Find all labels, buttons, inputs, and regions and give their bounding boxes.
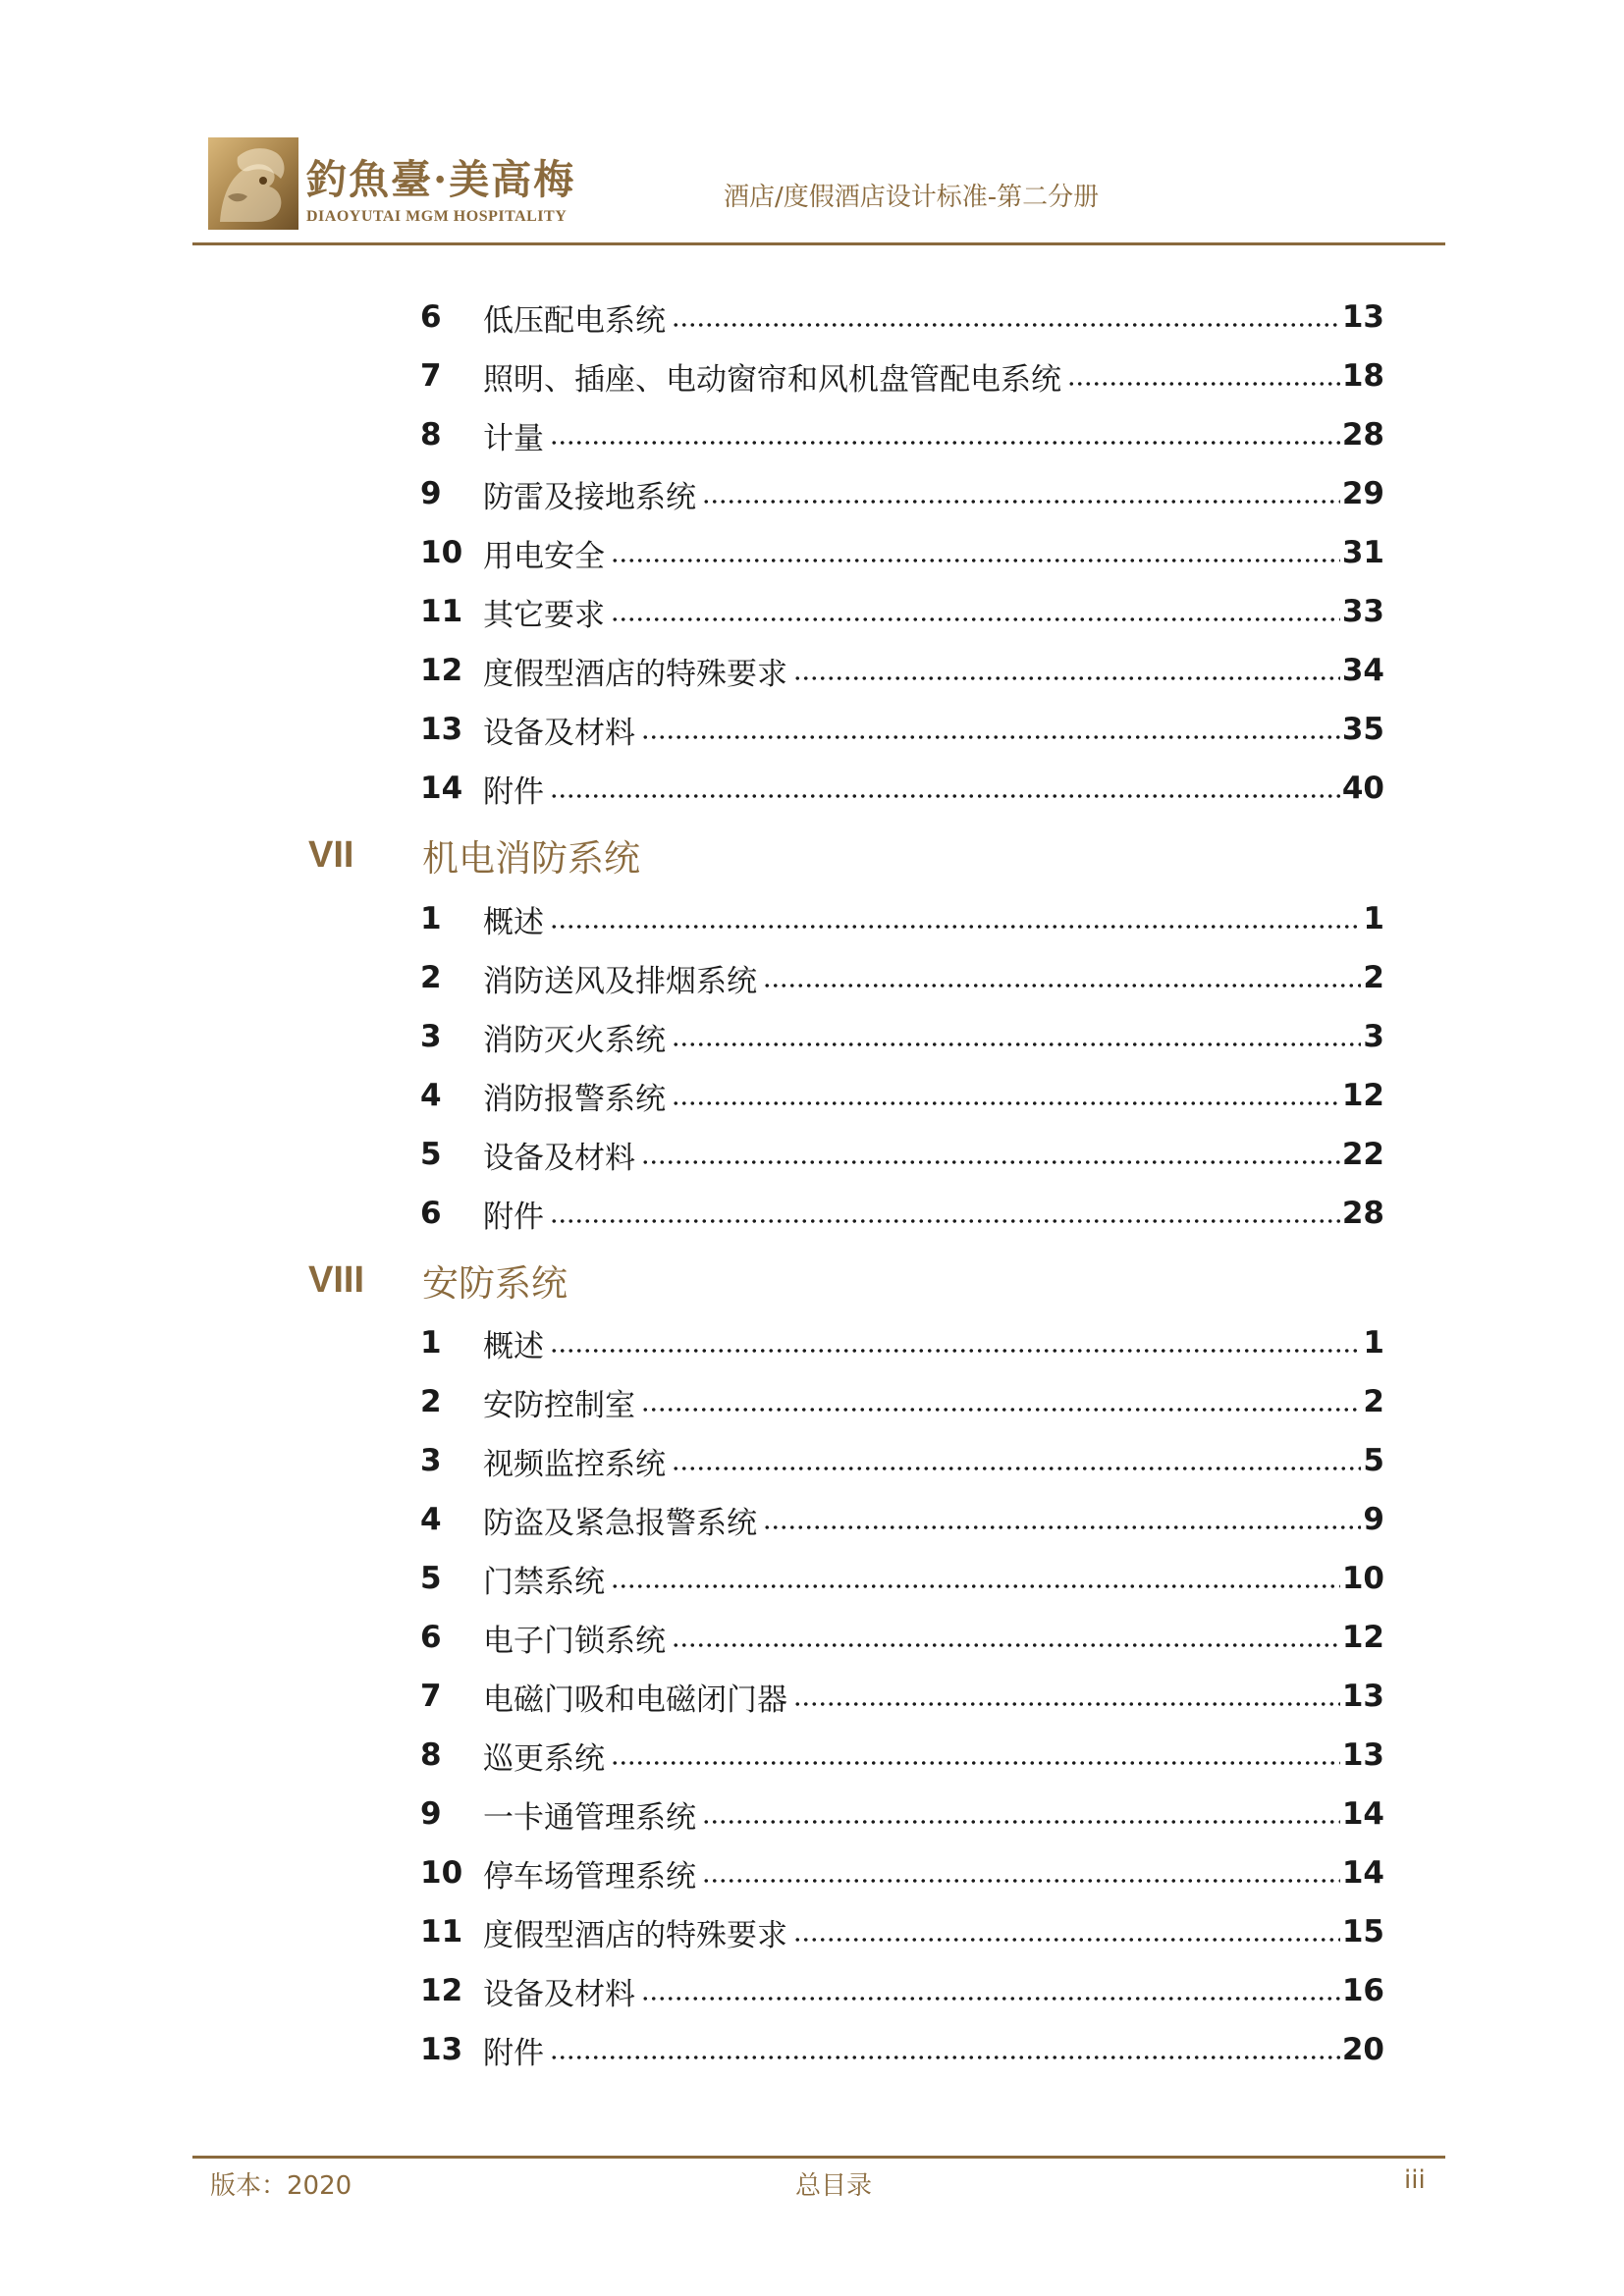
toc-entry[interactable] xyxy=(420,2026,1384,2073)
toc-entry-page: 10 xyxy=(1341,1561,1384,1596)
dot-leader xyxy=(763,1525,1361,1529)
footer-section-name: 总目录 xyxy=(795,2171,873,2201)
dot-leader xyxy=(641,735,1340,739)
toc-entry-label: 计量 xyxy=(483,420,544,456)
toc-entry-page: 16 xyxy=(1341,1973,1384,2008)
toc-entry[interactable] xyxy=(420,1131,1384,1178)
toc-entry-label: 消防送风及排烟系统 xyxy=(483,963,757,999)
toc-entry-page: 20 xyxy=(1341,2032,1384,2067)
toc-entry-label: 附件 xyxy=(483,774,544,810)
dot-leader xyxy=(611,1761,1340,1765)
section-number: VIII xyxy=(308,1258,365,1301)
logo-english-name: DIAOYUTAI MGM HOSPITALITY xyxy=(306,208,568,225)
toc-entry[interactable] xyxy=(420,954,1384,1001)
dot-leader xyxy=(550,925,1361,929)
toc-entry[interactable] xyxy=(420,411,1384,458)
toc-entry-number: 7 xyxy=(420,1679,442,1714)
toc-entry-label: 设备及材料 xyxy=(483,1140,635,1176)
toc-entry-page: 14 xyxy=(1341,1796,1384,1832)
dot-leader xyxy=(641,1997,1340,2001)
toc-section-heading[interactable] xyxy=(308,1253,568,1308)
toc-entry-label: 防雷及接地系统 xyxy=(483,479,696,515)
toc-entry-page: 5 xyxy=(1363,1443,1384,1478)
toc-entry-number: 5 xyxy=(420,1137,442,1172)
toc-entry-number: 5 xyxy=(420,1561,442,1596)
toc-entry[interactable] xyxy=(420,647,1384,694)
toc-entry[interactable] xyxy=(420,1673,1384,1720)
toc-entry-number: 6 xyxy=(420,1196,442,1231)
toc-entry-number: 4 xyxy=(420,1502,442,1537)
toc-entry-number: 11 xyxy=(420,1914,463,1949)
toc-entry-page: 3 xyxy=(1363,1019,1384,1054)
dot-leader xyxy=(672,1467,1361,1470)
toc-entry-number: 12 xyxy=(420,1973,463,2008)
page-header xyxy=(0,0,1624,247)
toc-entry-page: 29 xyxy=(1341,476,1384,511)
toc-entry-page: 18 xyxy=(1341,358,1384,394)
toc-entry-number: 10 xyxy=(420,535,463,570)
dot-leader xyxy=(702,1879,1340,1883)
toc-entry[interactable] xyxy=(420,1072,1384,1119)
dot-leader xyxy=(641,1408,1361,1412)
toc-entry-page: 31 xyxy=(1341,535,1384,570)
dot-leader xyxy=(550,2056,1340,2059)
dot-leader xyxy=(763,984,1361,988)
toc-entry-label: 防盗及紧急报警系统 xyxy=(483,1505,757,1541)
toc-entry-label: 门禁系统 xyxy=(483,1564,605,1600)
dot-leader xyxy=(672,1101,1340,1105)
toc-entry-number: 11 xyxy=(420,594,463,629)
toc-entry-page: 34 xyxy=(1341,653,1384,688)
toc-entry-page: 2 xyxy=(1363,960,1384,995)
toc-entry[interactable] xyxy=(420,470,1384,517)
toc-entry[interactable] xyxy=(420,1908,1384,1955)
toc-entry-page: 15 xyxy=(1341,1914,1384,1949)
toc-entry-page: 9 xyxy=(1363,1502,1384,1537)
section-title: 机电消防系统 xyxy=(422,837,640,880)
toc-entry-number: 13 xyxy=(420,2032,463,2067)
toc-entry-label: 消防灭火系统 xyxy=(483,1022,666,1058)
dot-leader xyxy=(672,323,1340,327)
logo-chinese-name: 釣魚臺·美高梅 xyxy=(306,156,576,203)
toc-entry-page: 1 xyxy=(1363,901,1384,936)
toc-entry-label: 附件 xyxy=(483,1199,544,1235)
toc-entry-label: 电子门锁系统 xyxy=(483,1623,666,1659)
toc-entry[interactable] xyxy=(420,1437,1384,1484)
lion-emblem-icon xyxy=(208,137,298,230)
toc-entry-label: 用电安全 xyxy=(483,538,605,574)
toc-entry-number: 6 xyxy=(420,299,442,335)
dot-leader xyxy=(702,500,1340,504)
dot-leader xyxy=(550,441,1340,445)
toc-entry-page: 1 xyxy=(1363,1325,1384,1361)
toc-entry-label: 消防报警系统 xyxy=(483,1081,666,1117)
toc-entry-number: 12 xyxy=(420,653,463,688)
toc-entry-page: 33 xyxy=(1341,594,1384,629)
dot-leader xyxy=(611,1584,1340,1588)
toc-entry-number: 8 xyxy=(420,1737,442,1773)
toc-entry-number: 3 xyxy=(420,1443,442,1478)
toc-entry-number: 3 xyxy=(420,1019,442,1054)
toc-entry-label: 照明、插座、电动窗帘和风机盘管配电系统 xyxy=(483,361,1061,398)
toc-entry-label: 停车场管理系统 xyxy=(483,1858,696,1895)
toc-entry-page: 35 xyxy=(1341,712,1384,747)
toc-entry-page: 13 xyxy=(1341,1737,1384,1773)
dot-leader xyxy=(1067,382,1340,386)
toc-entry-number: 7 xyxy=(420,358,442,394)
toc-entry[interactable] xyxy=(420,1732,1384,1779)
toc-entry[interactable] xyxy=(420,1190,1384,1237)
toc-entry[interactable] xyxy=(420,1849,1384,1896)
toc-entry-page: 12 xyxy=(1341,1078,1384,1113)
dot-leader xyxy=(550,1219,1340,1223)
toc-entry-label: 巡更系统 xyxy=(483,1740,605,1777)
toc-entry-number: 4 xyxy=(420,1078,442,1113)
dot-leader xyxy=(641,1160,1340,1164)
toc-entry[interactable] xyxy=(420,529,1384,576)
toc-entry-number: 9 xyxy=(420,1796,442,1832)
toc-entry[interactable] xyxy=(420,1614,1384,1661)
toc-entry-number: 6 xyxy=(420,1620,442,1655)
toc-entry-number: 13 xyxy=(420,712,463,747)
toc-entry[interactable] xyxy=(420,1555,1384,1602)
footer-version: 版本：2020 xyxy=(210,2171,352,2201)
toc-entry-page: 2 xyxy=(1363,1384,1384,1419)
toc-entry-number: 14 xyxy=(420,771,463,806)
footer-page-number: iii xyxy=(1404,2165,1426,2195)
toc-entry-page: 13 xyxy=(1341,1679,1384,1714)
toc-entry-number: 8 xyxy=(420,417,442,453)
toc-entry[interactable] xyxy=(420,1378,1384,1425)
toc-entry-label: 安防控制室 xyxy=(483,1387,635,1423)
toc-entry[interactable] xyxy=(420,588,1384,635)
toc-entry-label: 度假型酒店的特殊要求 xyxy=(483,656,787,692)
toc-entry[interactable] xyxy=(420,1967,1384,2014)
toc-entry-page: 40 xyxy=(1341,771,1384,806)
toc-entry-page: 13 xyxy=(1341,299,1384,335)
toc-entry-number: 1 xyxy=(420,901,442,936)
section-number: VII xyxy=(308,833,354,876)
dot-leader xyxy=(672,1042,1361,1046)
dot-leader xyxy=(611,559,1340,562)
dot-leader xyxy=(793,1938,1340,1942)
dot-leader xyxy=(550,794,1340,798)
toc-entry-page: 28 xyxy=(1341,1196,1384,1231)
toc-entry-label: 度假型酒店的特殊要求 xyxy=(483,1917,787,1953)
toc-entry-label: 附件 xyxy=(483,2035,544,2071)
dot-leader xyxy=(672,1643,1340,1647)
toc-entry-page: 28 xyxy=(1341,417,1384,453)
dot-leader xyxy=(611,617,1340,621)
toc-entry-label: 低压配电系统 xyxy=(483,302,666,339)
document-title: 酒店/度假酒店设计标准-第二分册 xyxy=(724,183,1100,212)
toc-entry-number: 10 xyxy=(420,1855,463,1891)
toc-entry[interactable] xyxy=(420,706,1384,753)
company-logo xyxy=(208,137,581,232)
toc-section-heading[interactable] xyxy=(308,828,640,882)
toc-entry[interactable] xyxy=(420,1319,1384,1366)
toc-entry-number: 9 xyxy=(420,476,442,511)
toc-entry[interactable] xyxy=(420,765,1384,812)
toc-entry-number: 1 xyxy=(420,1325,442,1361)
toc-entry[interactable] xyxy=(420,895,1384,942)
toc-entry-number: 2 xyxy=(420,1384,442,1419)
toc-entry-label: 电磁门吸和电磁闭门器 xyxy=(483,1682,787,1718)
toc-entry-label: 一卡通管理系统 xyxy=(483,1799,696,1836)
toc-entry-page: 14 xyxy=(1341,1855,1384,1891)
dot-leader xyxy=(793,676,1340,680)
toc-entry-page: 12 xyxy=(1341,1620,1384,1655)
footer-divider xyxy=(192,2156,1445,2159)
toc-entry[interactable] xyxy=(420,1013,1384,1060)
toc-entry-number: 2 xyxy=(420,960,442,995)
toc-entry[interactable] xyxy=(420,294,1384,341)
dot-leader xyxy=(793,1702,1340,1706)
toc-entry-label: 其它要求 xyxy=(483,597,605,633)
toc-entry[interactable] xyxy=(420,1496,1384,1543)
dot-leader xyxy=(702,1820,1340,1824)
toc-entry-label: 概述 xyxy=(483,904,544,940)
toc-entry-label: 视频监控系统 xyxy=(483,1446,666,1482)
toc-entry-page: 22 xyxy=(1341,1137,1384,1172)
toc-entry-label: 设备及材料 xyxy=(483,715,635,751)
dot-leader xyxy=(550,1349,1361,1353)
section-title: 安防系统 xyxy=(422,1262,568,1305)
toc-entry[interactable] xyxy=(420,352,1384,400)
header-divider xyxy=(192,242,1445,245)
toc-entry[interactable] xyxy=(420,1790,1384,1838)
toc-entry-label: 概述 xyxy=(483,1328,544,1364)
toc-entry-label: 设备及材料 xyxy=(483,1976,635,2012)
